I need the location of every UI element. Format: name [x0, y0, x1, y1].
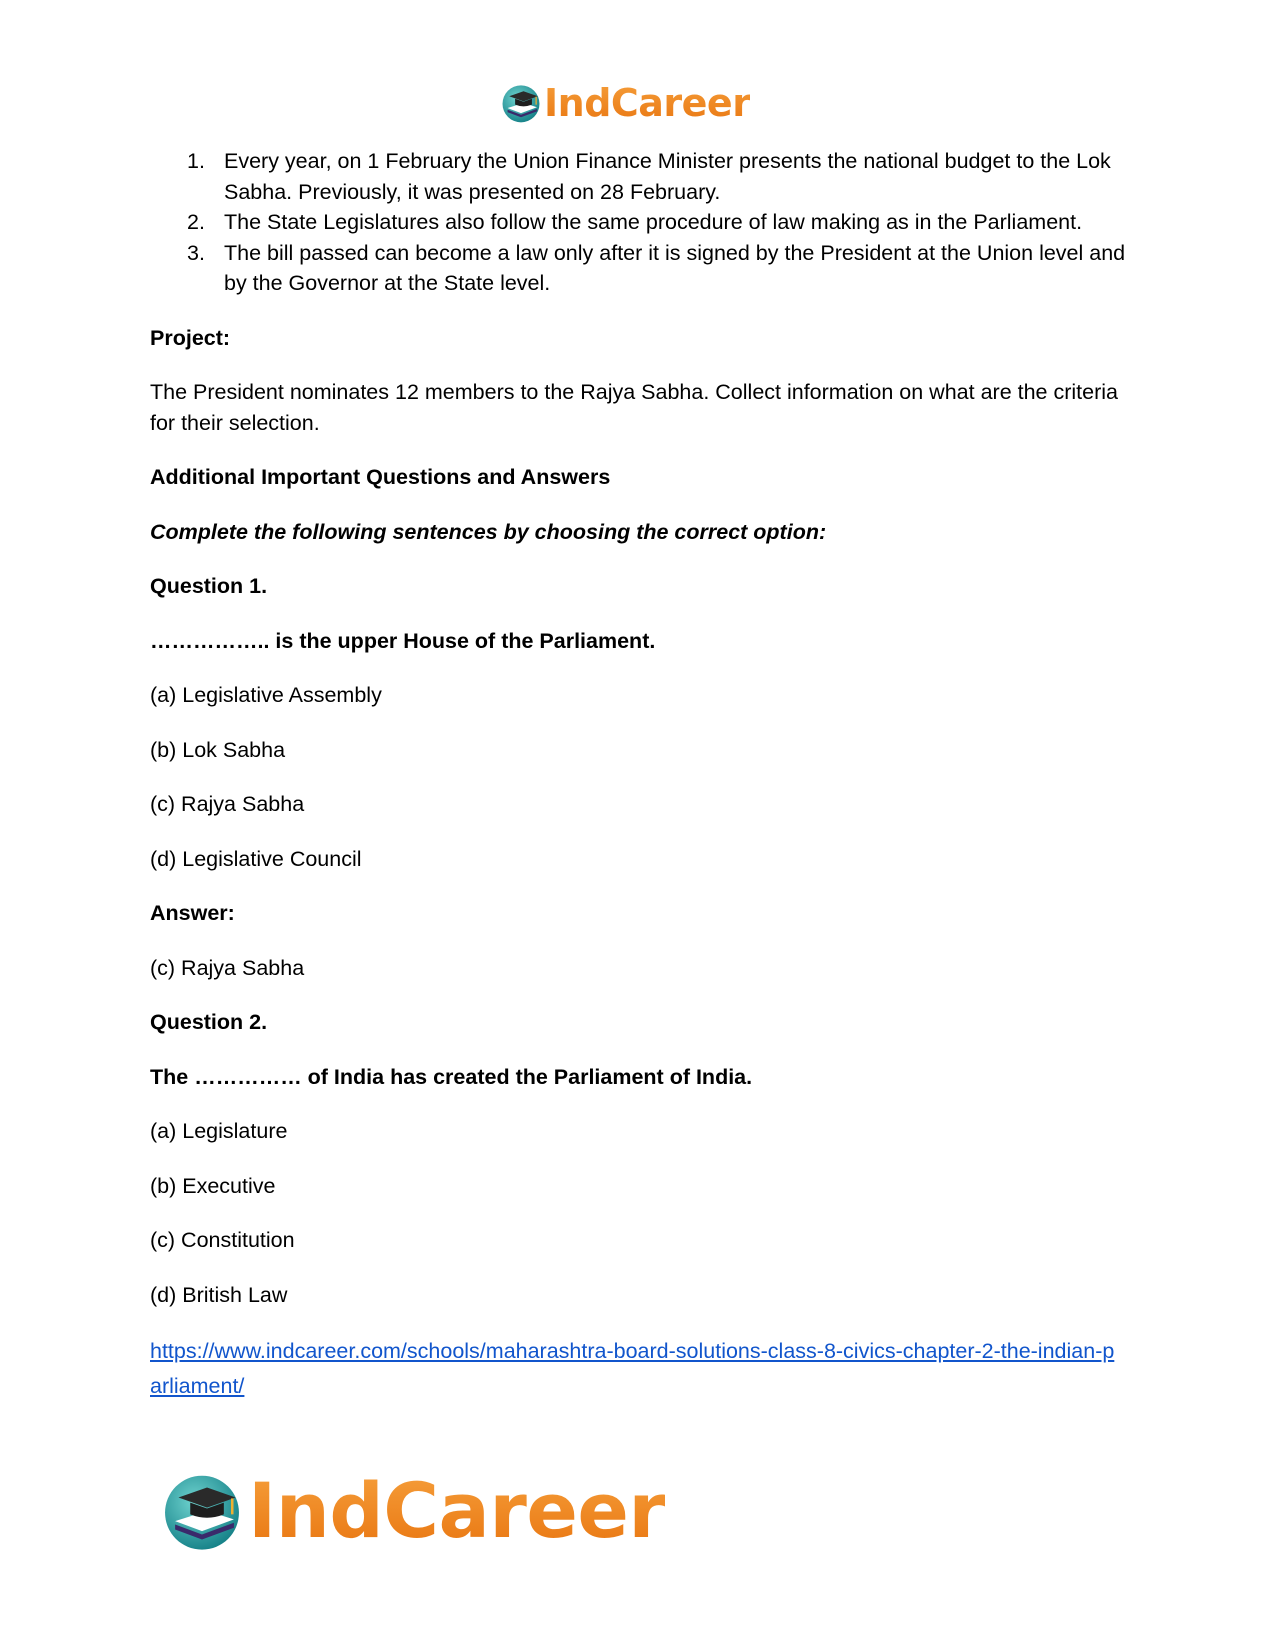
option-a: (a) Legislature: [150, 1119, 288, 1143]
option-d: (d) British Law: [150, 1282, 288, 1307]
project-text: The President nominates 12 members to the Rajya Sabha. Collect information on what are the criteria for their selection.: [150, 380, 1118, 435]
main-content: [150, 146, 1135, 1404]
instruction-text: Complete the following sentences by choosing the correct option:: [150, 519, 827, 544]
header-logo: [500, 78, 750, 128]
question-prompt: The …………… of India has created the Parliament of India.: [150, 1064, 753, 1089]
list-item-number: 1.: [187, 149, 205, 173]
numbered-list: [150, 146, 1135, 299]
list-item-text: Every year, on 1 February the Union Finance Minister presents the national budget to the Lok Sabha. Previously, it was presented on 28 February.: [224, 149, 1111, 204]
question-prompt: …………….. is the upper House of the Parliament.: [150, 628, 656, 653]
source-link[interactable]: https://www.indcareer.com/schools/maharashtra-board-solutions-class-8-civics-chapter-2-the-indian-parliament/: [150, 1339, 1115, 1398]
list-item: [150, 146, 1135, 207]
graduation-cap-book-globe-icon: [500, 82, 542, 124]
answer-text: (c) Rajya Sabha: [150, 955, 305, 980]
list-item: [150, 207, 1135, 238]
option-c: (c) Rajya Sabha: [150, 792, 305, 816]
section-heading: Additional Important Questions and Answers: [150, 465, 611, 489]
list-item-number: 2.: [187, 210, 205, 234]
option-b: (b) Lok Sabha: [150, 737, 286, 762]
graduation-cap-book-globe-icon: [160, 1469, 244, 1553]
list-item-text: The bill passed can become a law only after it is signed by the President at the Union level and by the Governor at the State level.: [224, 240, 1126, 295]
list-item-text: The State Legislatures also follow the same procedure of law making as in the Parliament.: [224, 210, 1083, 234]
question-label: Question 1.: [150, 574, 268, 598]
logo-text: IndCareer: [544, 78, 750, 128]
option-a: (a) Legislative Assembly: [150, 683, 382, 707]
project-heading: Project:: [150, 325, 231, 350]
footer-logo: [160, 1466, 665, 1556]
option-d: (d) Legislative Council: [150, 846, 362, 871]
logo-text: IndCareer: [248, 1466, 666, 1555]
question-label: Question 2.: [150, 1010, 268, 1034]
option-c: (c) Constitution: [150, 1228, 295, 1252]
answer-label: Answer:: [150, 901, 235, 925]
option-b: (b) Executive: [150, 1173, 276, 1198]
list-item: [150, 238, 1135, 299]
list-item-number: 3.: [187, 240, 205, 265]
